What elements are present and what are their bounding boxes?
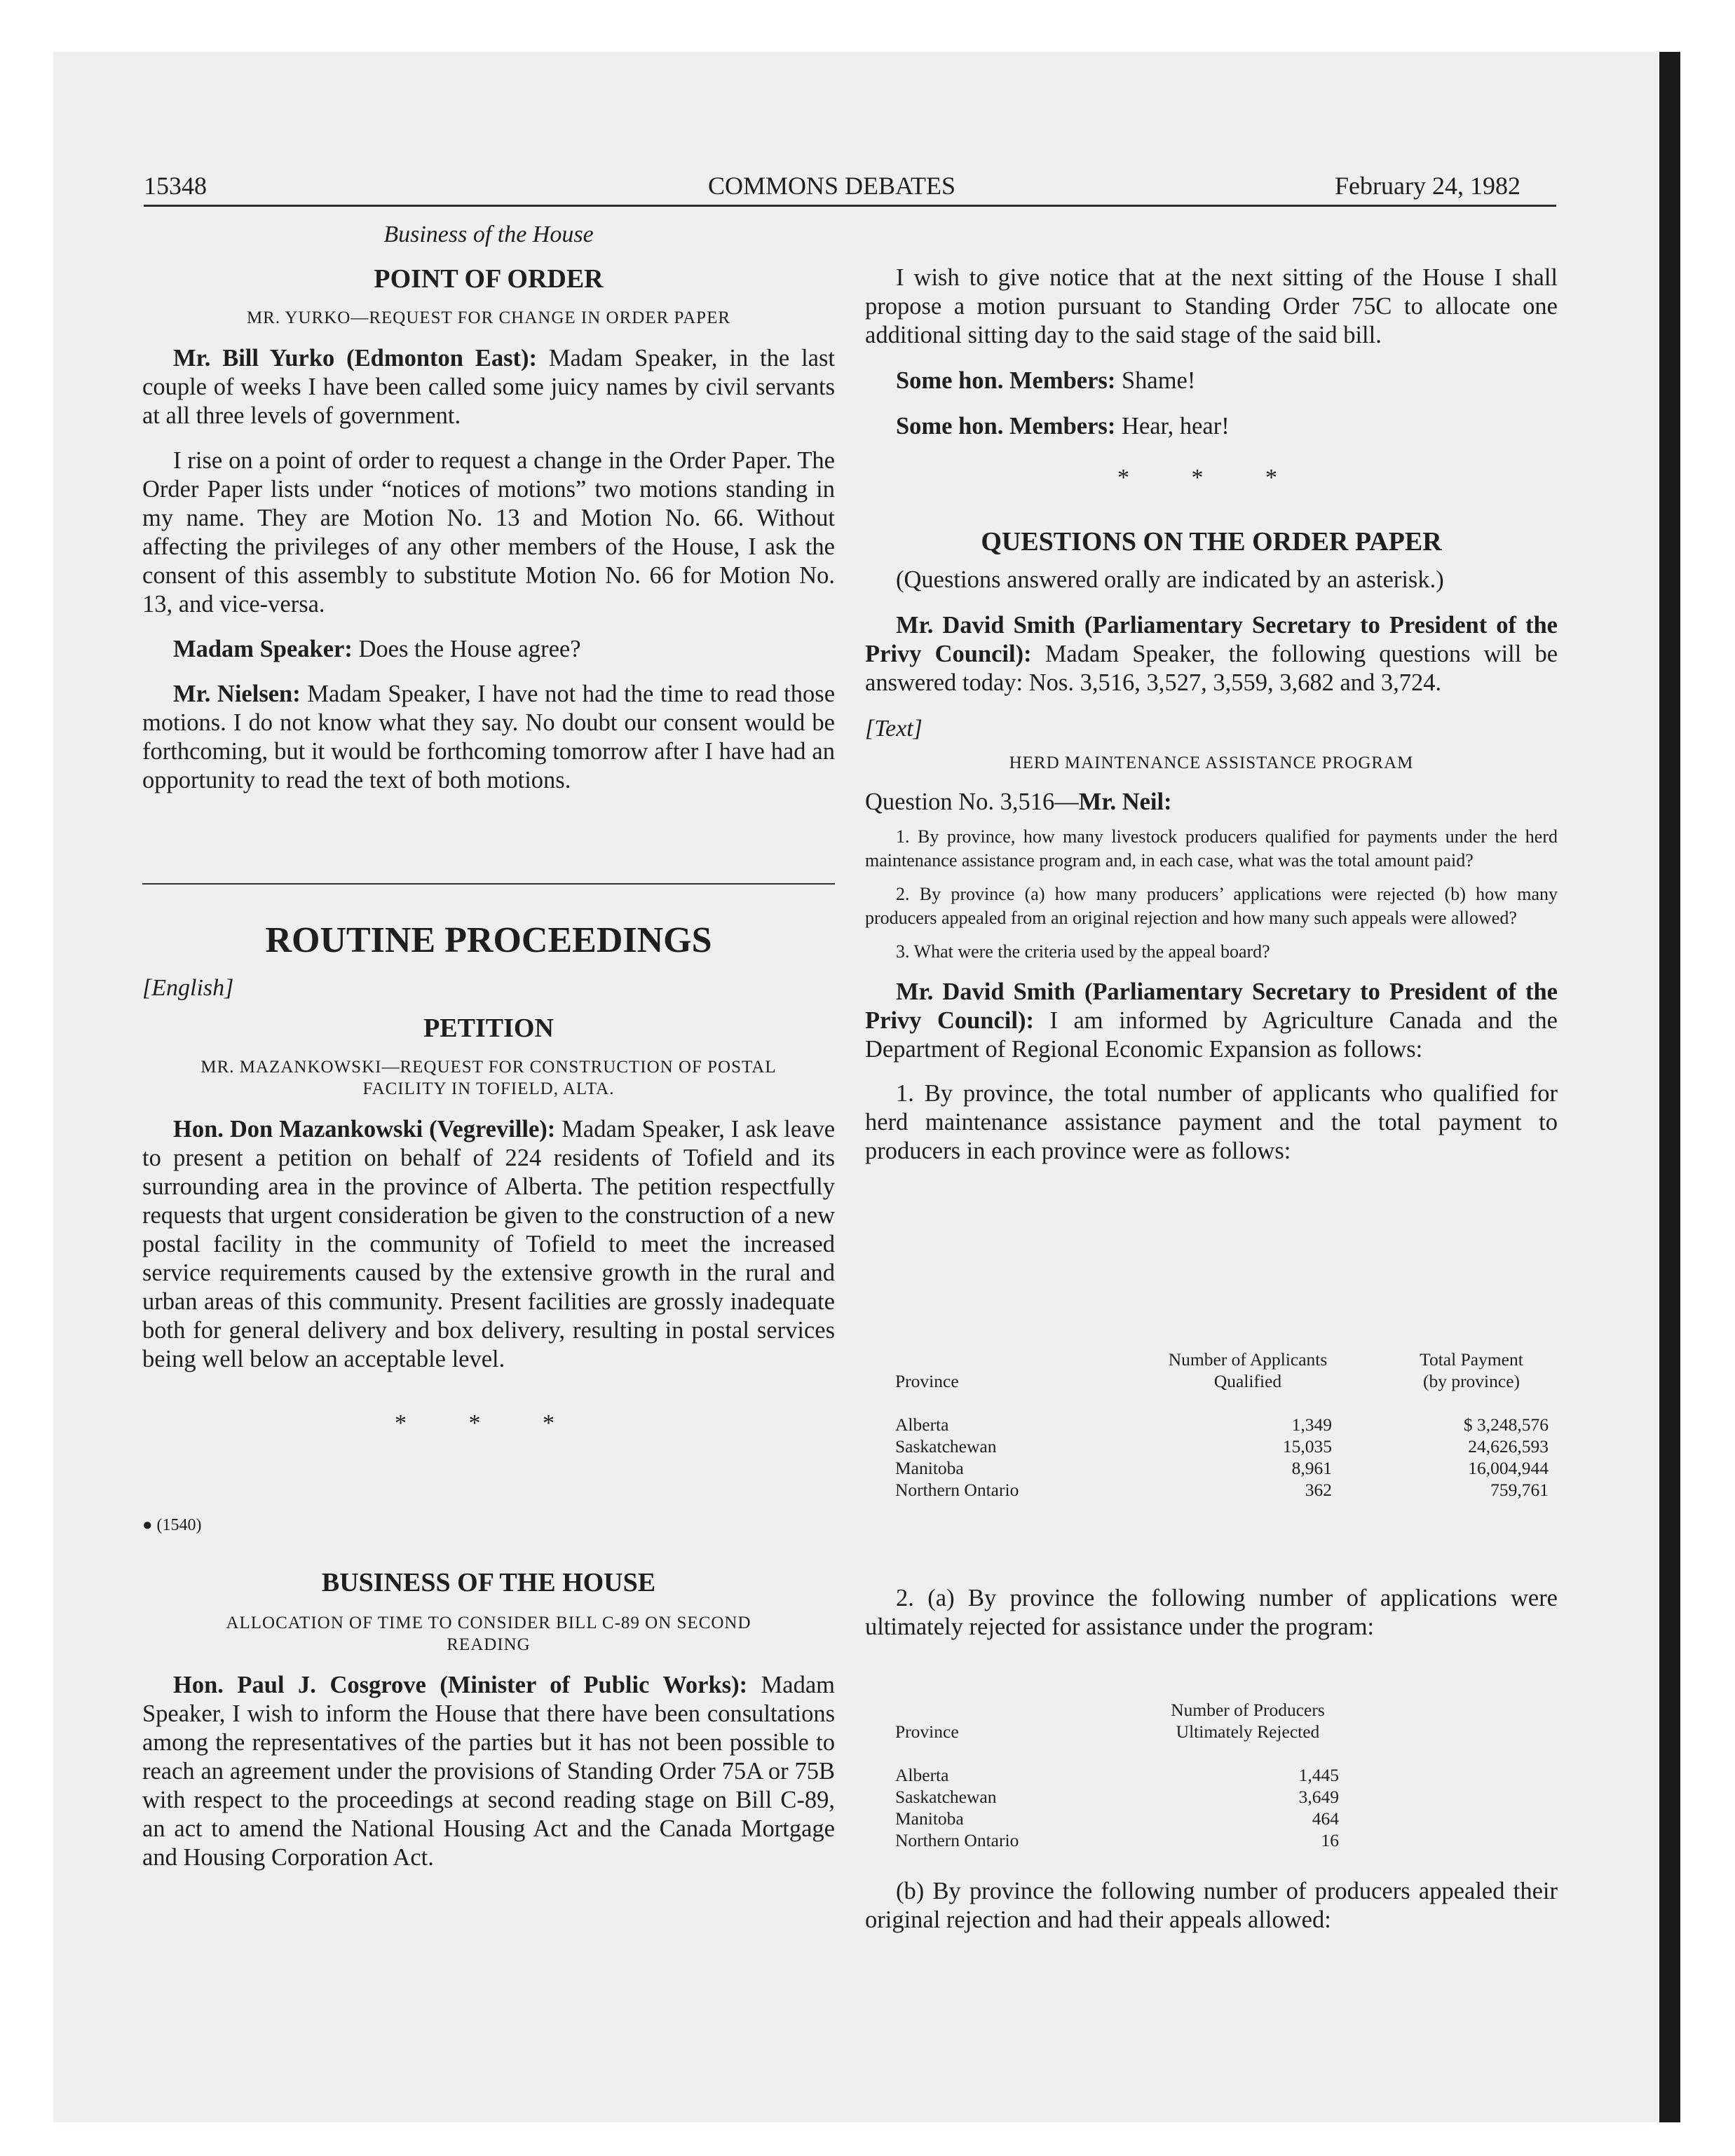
cosgrove-paragraph — [142, 1671, 835, 1872]
answer-2a-block — [865, 1584, 1558, 1642]
table1-col2-header-1: Number of Applicants — [1168, 1349, 1328, 1370]
table2-rejected: 1,445 — [1298, 1765, 1339, 1785]
question-item-2: 2. By province (a) how many producers’ applications were rejected (b) how many producers appealed from an original rejection and how many such appeals were allowed? — [865, 884, 1558, 928]
table2-col2-header-1: Number of Producers — [1171, 1700, 1325, 1720]
yurko-paragraph-2: I rise on a point of order to request a change in the Order Paper. The Order Paper lists under “notices of motions” two motions standing in my name. They are Motion No. 13 and Motion No. 66. Without affecting the privileges of any other members of the House, I ask the consent of this assembly to substitute Motion No. 66 for Motion No. 13, and vice-versa. — [142, 447, 835, 618]
table2-province: Manitoba — [895, 1808, 964, 1829]
business-subheading-2: READING — [447, 1635, 531, 1654]
publication-title: COMMONS DEBATES — [708, 172, 956, 200]
english-tag: [English] — [142, 975, 234, 1001]
speech-text: Madam Speaker, I have not had the time to read those motions. I do not know what they say. No doubt our consent would be forthcoming, but it would be forthcoming tomorrow after I have had an opportunity to read the text of both motions. — [142, 681, 836, 793]
speech-text: Hear, hear! — [1121, 413, 1230, 439]
question-member: Mr. Neil: — [1078, 789, 1172, 815]
mazankowski-paragraph — [142, 1115, 835, 1374]
petition-subheading-1: MR. MAZANKOWSKI—REQUEST FOR CONSTRUCTION OF POSTAL — [200, 1058, 777, 1077]
yurko-subheading: MR. YURKO—REQUEST FOR CHANGE IN ORDER PAPER — [246, 308, 731, 327]
table2-col1-header: Province — [895, 1721, 959, 1742]
table2-rejected: 16 — [1321, 1830, 1339, 1850]
speech-text: I am informed by Agriculture Canada and the Department of Regional Economic Expansion as follows: — [865, 1007, 1558, 1063]
section-divider — [142, 883, 835, 885]
speaker-name: Some hon. Members: — [896, 367, 1116, 394]
speaker-name: Hon. Don Mazankowski (Vegreville): — [173, 1116, 556, 1142]
speaker-name: Mr. David Smith (Parliamentary Secretary to President of the Privy Council): — [865, 612, 1558, 667]
table2-rejected: 3,649 — [1298, 1787, 1339, 1807]
table1-province: Alberta — [895, 1414, 949, 1435]
routine-proceedings-heading: ROUTINE PROCEEDINGS — [265, 920, 712, 960]
right-column — [865, 264, 1558, 1166]
answer-2b: (b) By province the following number of producers appealed their original rejection and had their appeals allowed: — [865, 1878, 1558, 1933]
table2-rejected: 464 — [1312, 1808, 1339, 1829]
speech-text: Does the House agree? — [358, 636, 581, 662]
speech-text: Madam Speaker, I ask leave to present a petition on behalf of 224 residents of Tofield and its surrounding area in the province of Alberta. The petition respectfully requests that urgent consideration be given to the construction of a new postal facility in the community of Tofield to meet the increased service requirements caused by the extensive growth in the rural and urban areas of this community. Present facilities are grossly inadequate both for general delivery and box delivery, resulting in postal services being well below an acceptable level. — [142, 1116, 836, 1372]
table1-col3-header-1: Total Payment — [1420, 1349, 1523, 1370]
table1-qualified: 362 — [1305, 1480, 1332, 1500]
herd-subheading: HERD MAINTENANCE ASSISTANCE PROGRAM — [1009, 753, 1414, 772]
table1-col1-header: Province — [895, 1371, 959, 1391]
point-of-order-heading: POINT OF ORDER — [374, 264, 604, 294]
speaker-name: Mr. Bill Yurko (Edmonton East): — [173, 345, 537, 371]
nielsen-paragraph — [142, 680, 835, 795]
table2-province: Northern Ontario — [895, 1830, 1019, 1850]
petition-heading: PETITION — [423, 1014, 554, 1043]
table1-qualified: 8,961 — [1291, 1458, 1332, 1478]
smith-paragraph-2 — [865, 978, 1558, 1064]
business-heading: BUSINESS OF THE HOUSE — [321, 1568, 656, 1597]
speech-text: Shame! — [1121, 367, 1196, 394]
table1-qualified: 1,349 — [1291, 1414, 1332, 1435]
questions-heading: QUESTIONS ON THE ORDER PAPER — [981, 527, 1442, 557]
questions-note: (Questions answered orally are indicated by an asterisk.) — [896, 566, 1444, 593]
page-number: 15348 — [144, 172, 207, 200]
speaker-name: Madam Speaker: — [173, 636, 353, 662]
members-paragraph-2 — [865, 412, 1558, 441]
speaker-name: Some hon. Members: — [896, 413, 1116, 439]
smith-paragraph-1 — [865, 611, 1558, 697]
table1-payment: 24,626,593 — [1468, 1436, 1549, 1456]
table1-qualified: 15,035 — [1282, 1436, 1332, 1456]
petition-subheading-2: FACILITY IN TOFIELD, ALTA. — [362, 1079, 615, 1098]
left-column — [142, 221, 835, 795]
section-stars: * * * — [1117, 465, 1305, 491]
notice-paragraph: I wish to give notice that at the next sitting of the House I shall propose a motion pursuant to Standing Order 75C to allocate one additional sitting day to the said stage of the said bill. — [865, 264, 1558, 348]
answer-2a: 2. (a) By province the following number of applications were ultimately rejected for assistance under the program: — [865, 1585, 1558, 1640]
speaker-name: Mr. David Smith (Parliamentary Secretary to President of the Privy Council): — [865, 978, 1558, 1034]
members-paragraph-1 — [865, 367, 1558, 395]
left-column-bottom — [142, 1567, 835, 1872]
answer-1: 1. By province, the total number of applicants who qualified for herd maintenance assistance payment and the total payment to producers in each province were as follows: — [865, 1080, 1558, 1164]
speaker-paragraph — [142, 635, 835, 664]
speech-text: Madam Speaker, in the last couple of weeks I have been called some juicy names by civil servants at all three levels of government. — [142, 345, 836, 429]
table2-col2-header-2: Ultimately Rejected — [1176, 1721, 1320, 1742]
time-marker: ● (1540) — [142, 1516, 202, 1534]
section-label: Business of the House — [383, 221, 594, 247]
table2-province: Alberta — [895, 1765, 949, 1785]
table1-payment: 16,004,944 — [1468, 1458, 1549, 1478]
table1-col2-header-2: Qualified — [1213, 1371, 1282, 1391]
business-subheading-1: ALLOCATION OF TIME TO CONSIDER BILL C-89 ON SECOND — [226, 1613, 751, 1632]
left-column-lower — [142, 920, 835, 1437]
question-item-3: 3. What were the criteria used by the appeal board? — [896, 941, 1270, 962]
section-stars: * * * — [395, 1410, 583, 1436]
table1-payment: $ 3,248,576 — [1463, 1414, 1549, 1435]
table1-province: Manitoba — [895, 1458, 964, 1478]
table1-col3-header-2: (by province) — [1422, 1371, 1520, 1391]
rejected-table — [865, 1699, 1558, 1850]
page-date: February 24, 1982 — [1335, 172, 1520, 200]
speech-text: Madam Speaker, the following questions will be answered today: Nos. 3,516, 3,527, 3,559, 3,682 and 3,724. — [865, 641, 1558, 696]
table1-province: Northern Ontario — [895, 1480, 1019, 1500]
table2-province: Saskatchewan — [895, 1787, 997, 1807]
applicants-table — [865, 1349, 1558, 1510]
table1-province: Saskatchewan — [895, 1436, 997, 1456]
question-item-1: 1. By province, how many livestock producers qualified for payments under the herd maintenance assistance program and, in each case, what was the total amount paid? — [865, 826, 1558, 871]
question-line — [865, 788, 1558, 817]
answer-2b-block — [865, 1877, 1558, 1935]
yurko-paragraph-1 — [142, 344, 835, 430]
table1-payment: 759,761 — [1490, 1480, 1549, 1500]
text-tag: [Text] — [865, 716, 923, 742]
speech-text: Madam Speaker, I wish to inform the House that there have been consultations among the representatives of the parties but it has not been possible to reach an agreement under the provisions of Standing Order 75A or 75B with respect to the proceedings at second reading stage on Bill C-89, an act to amend the National Housing Act and the Canada Mortgage and Housing Corporation Act. — [142, 1672, 836, 1871]
scan-edge-bar — [1659, 52, 1680, 2122]
speaker-name: Mr. Nielsen: — [173, 681, 301, 707]
header-rule — [144, 205, 1556, 207]
question-number: Question No. 3,516— — [865, 789, 1079, 815]
speaker-name: Hon. Paul J. Cosgrove (Minister of Public Works): — [173, 1672, 748, 1698]
